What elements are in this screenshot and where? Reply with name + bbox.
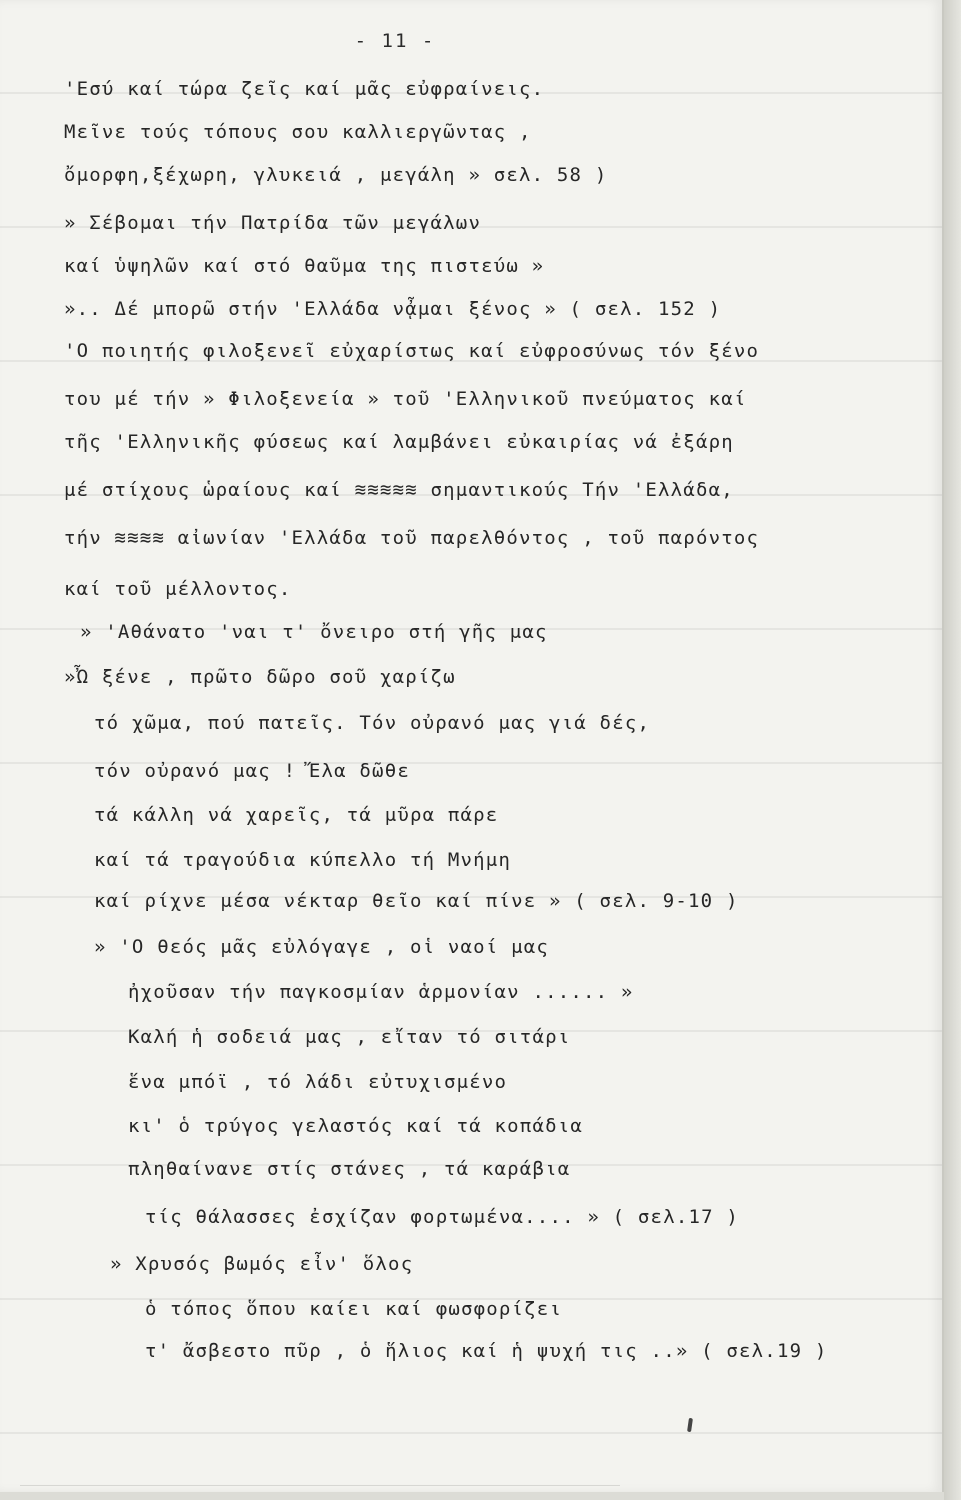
- text-line-5: καί ὑψηλῶν καί στό θαῦμα της πιστεύω »: [64, 255, 545, 277]
- text-line-14: »Ὦ ξένε , πρῶτο δῶρο σοῦ χαρίζω: [64, 666, 456, 688]
- text-line-16: τόν οὐρανό μας ! Ἔλα δῶθε: [94, 760, 410, 782]
- text-line-18: καί τά τραγούδια κύπελλο τή Μνήμη: [94, 849, 512, 871]
- bottom-rule: [20, 1485, 620, 1486]
- text-line-9: τῆς 'Ελληνικῆς φύσεως καί λαμβάνει εὐκαιρίας νά ἐξάρη: [64, 431, 734, 453]
- text-line-8: του μέ τήν » Φιλοξενεία » τοῦ 'Ελληνικοῦ πνεύματος καί: [64, 388, 747, 410]
- page-edge: [944, 0, 961, 1500]
- text-line-11: τήν ≋≋≋≋ αἰωνίαν 'Ελλάδα τοῦ παρελθόντος , τοῦ παρόντος: [64, 527, 760, 549]
- text-line-17: τά κάλλη νά χαρεῖς, τά μῦρα πάρε: [94, 804, 499, 826]
- text-line-4: » Σέβομαι τήν Πατρίδα τῶν μεγάλων: [64, 212, 482, 234]
- text-line-6: ».. Δέ μπορῶ στήν 'Ελλάδα νᾆμαι ξένος » ( σελ. 152 ): [64, 298, 722, 320]
- text-line-21: ἠχοῦσαν τήν παγκοσμίαν ἁρμονίαν ...... »: [128, 981, 634, 1003]
- text-line-29: τ' ἄσβεστο πῦρ , ὁ ἥλιος καί ἡ ψυχή τις ..» ( σελ.19 ): [145, 1340, 828, 1362]
- text-line-20: » 'Ο θεός μᾶς εὐλόγαγε , οἱ ναοί μας: [94, 936, 550, 958]
- text-line-28: ὁ τόπος ὅπου καίει καί φωσφορίζει: [145, 1298, 563, 1320]
- text-line-13: » 'Αθάνατο 'ναι τ' ὄνειρο στή γῆς μας: [80, 621, 548, 643]
- text-line-12: καί τοῦ μέλλοντος.: [64, 578, 292, 600]
- text-line-24: κι' ὁ τρύγος γελαστός καί τά κοπάδια: [128, 1115, 584, 1137]
- text-line-15: τό χῶμα, πού πατεῖς. Τόν οὐρανό μας γιά δές,: [94, 712, 651, 734]
- text-line-25: πληθαίνανε στίς στάνες , τά καράβια: [128, 1158, 571, 1180]
- text-line-2: Μεῖνε τούς τόπους σου καλλιεργῶντας ,: [64, 121, 532, 143]
- page-number: - 11 -: [354, 30, 436, 52]
- text-line-27: » Χρυσός βωμός εἶν' ὅλος: [110, 1253, 414, 1275]
- text-line-3: ὄμορφη,ξέχωρη, γλυκειά , μεγάλη » σελ. 58 ): [64, 164, 608, 186]
- text-line-26: τίς θάλασσες ἐσχίζαν φορτωμένα.... » ( σελ.17 ): [145, 1206, 740, 1228]
- text-line-1: 'Εσύ καί τώρα ζεῖς καί μᾶς εὐφραίνεις.: [64, 78, 545, 100]
- text-line-7: 'Ο ποιητής φιλοξενεῖ εὐχαρίστως καί εὐφροσύνως τόν ξένο: [64, 340, 760, 362]
- text-line-19: καί ρίχνε μέσα νέκταρ θεῖο καί πίνε » ( σελ. 9-10 ): [94, 890, 739, 912]
- text-line-23: ἕνα μπόϊ , τό λάδι εὐτυχισμένο: [128, 1071, 508, 1093]
- text-line-22: Καλή ἡ σοδειά μας , εἴταν τό σιτάρι: [128, 1026, 571, 1048]
- text-line-10: μέ στίχους ὡραίους καί ≋≋≋≋≋ σημαντικούς Τήν 'Ελλάδα,: [64, 479, 734, 501]
